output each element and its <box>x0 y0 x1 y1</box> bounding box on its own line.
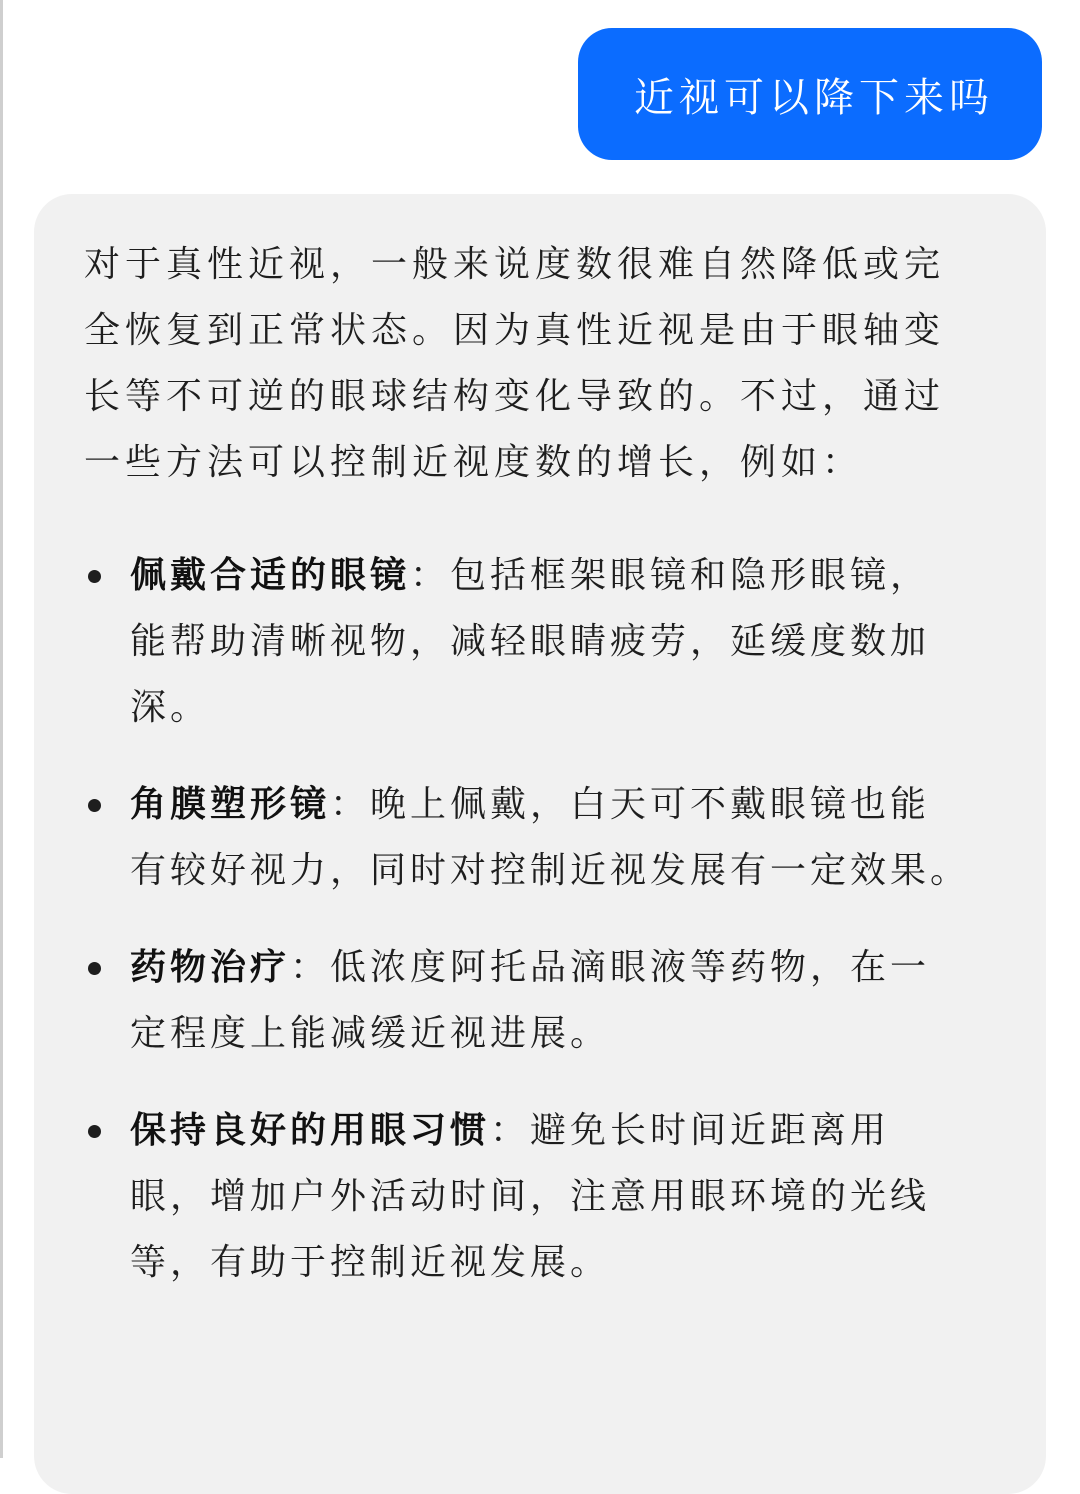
tip-separator: ： <box>410 555 451 596</box>
tip-text: 包括框架眼镜和隐形眼镜，能帮助清晰视物，减轻眼睛疲劳，延缓度数加深。 <box>130 555 931 728</box>
bullet-dot-icon <box>88 799 101 812</box>
list-item <box>84 1097 970 1296</box>
tip-text: 低浓度阿托品滴眼液等药物，在一定程度上能减缓近视进展。 <box>130 947 931 1054</box>
bullet-dot-icon <box>88 1125 101 1138</box>
assistant-response-card <box>34 194 1046 1494</box>
tip-text: 晚上佩戴，白天可不戴眼镜也能有较好视力，同时对控制近视发展有一定效果。 <box>130 784 971 891</box>
list-item <box>84 771 970 904</box>
tip-title: 角膜塑形镜 <box>130 783 331 825</box>
list-item <box>84 934 970 1067</box>
tip-separator: ： <box>490 1110 531 1151</box>
tips-list <box>84 542 970 1296</box>
tip-separator: ： <box>330 784 371 825</box>
list-item <box>84 542 970 741</box>
tip-title: 佩戴合适的眼镜 <box>130 554 411 596</box>
response-intro: 对于真性近视，一般来说度数很难自然降低或完全恢复到正常状态。因为真性近视是由于眼轴变长等不可逆的眼球结构变化导致的。不过，通过一些方法可以控制近视度数的增长，例如： <box>84 244 946 483</box>
tip-text: 避免长时间近距离用眼，增加户外活动时间，注意用眼环境的光线等，有助于控制近视发展。 <box>130 1110 931 1283</box>
tip-title: 药物治疗 <box>130 946 291 988</box>
tip-separator: ： <box>290 947 331 988</box>
tip-title: 保持良好的用眼习惯 <box>130 1109 491 1151</box>
bullet-dot-icon <box>88 570 101 583</box>
screen-left-edge <box>0 0 3 1458</box>
bullet-dot-icon <box>88 962 101 975</box>
user-message-text: 近视可以降下来吗 <box>634 74 994 121</box>
user-message-bubble[interactable] <box>578 28 1042 160</box>
